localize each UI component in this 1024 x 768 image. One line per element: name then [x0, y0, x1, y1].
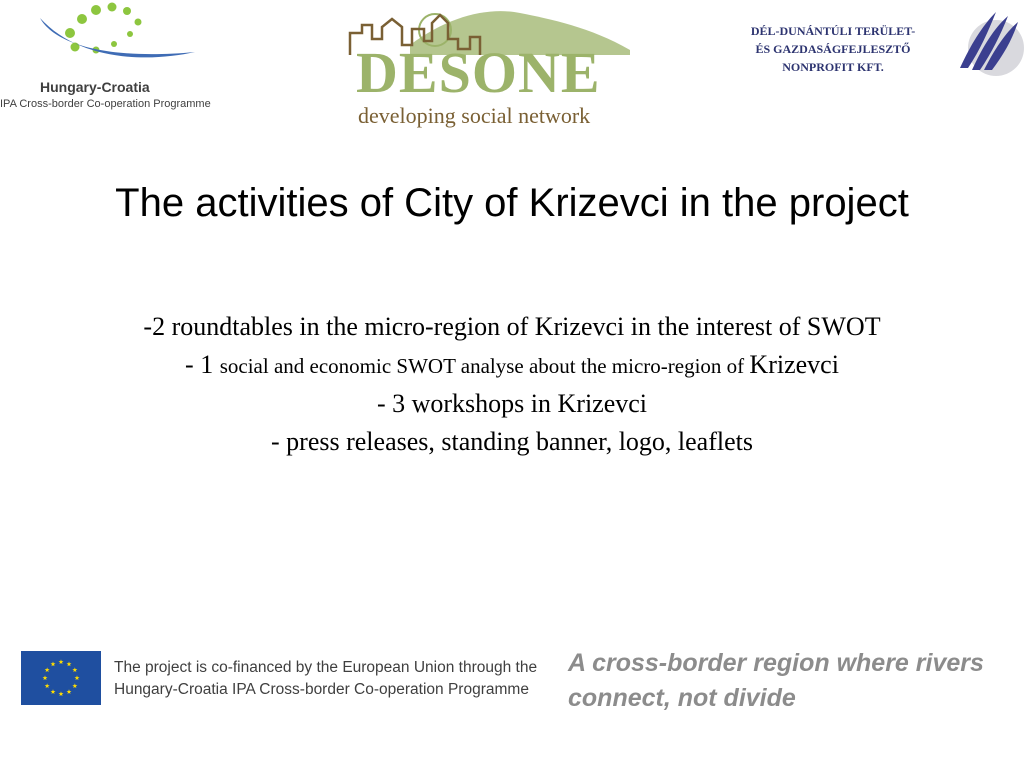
logo-dot: [135, 19, 142, 26]
eu-flag-icon: [21, 651, 101, 705]
logo-dot: [111, 41, 117, 47]
slogan-line: A cross-border region where rivers: [568, 649, 984, 677]
logo-dot: [123, 7, 131, 15]
activity-item-suffix: Krizevci: [749, 349, 839, 379]
logo-dot: [91, 5, 101, 15]
activity-item: - 3 workshops in Krizevci: [376, 389, 648, 418]
activity-list: [0, 308, 1024, 460]
activity-item-prefix: - 1: [185, 349, 220, 379]
funding-statement: [114, 657, 537, 701]
funding-line: The project is co-financed by the European Union through the: [114, 659, 538, 676]
hungary-croatia-logo-subtitle: IPA Cross-border Co-operation Programme: [0, 98, 211, 110]
agency-logo-text: [728, 22, 938, 76]
logo-dot: [108, 3, 117, 12]
activity-item: [0, 346, 1024, 386]
desone-logo-word: DESONE: [356, 40, 601, 105]
activity-item: -2 roundtables in the micro-region of Krizevci in the interest of SWOT: [143, 312, 881, 341]
desone-logo-tagline: developing social network: [358, 103, 591, 128]
agency-logo-line: NONPROFIT KFT.: [782, 60, 884, 74]
agency-logo-line: ÉS GAZDASÁGFEJLESZTŐ: [755, 42, 911, 56]
logo-swoosh: [40, 18, 195, 57]
funding-line: Hungary-Croatia IPA Cross-border Co-operation Programme: [114, 681, 529, 698]
slogan: [568, 646, 984, 716]
flag-background: [21, 651, 101, 705]
logo-dot: [71, 43, 80, 52]
agency-logo-line: DÉL-DUNÁNTÚLI TERÜLET-: [750, 24, 916, 38]
hungary-croatia-logo-title: Hungary-Croatia: [40, 79, 150, 95]
logo-dot: [77, 14, 87, 24]
activity-item-middle: social and economic SWOT analyse about the micro-region of: [219, 353, 750, 378]
slogan-line: connect, not divide: [568, 684, 796, 712]
logo-dot: [127, 31, 133, 37]
logo-dot: [65, 28, 75, 38]
slide-title: The activities of City of Krizevci in the project: [115, 181, 909, 225]
activity-item: - press releases, standing banner, logo, leaflets: [271, 426, 753, 456]
agency-waves-logo: [952, 6, 1024, 86]
